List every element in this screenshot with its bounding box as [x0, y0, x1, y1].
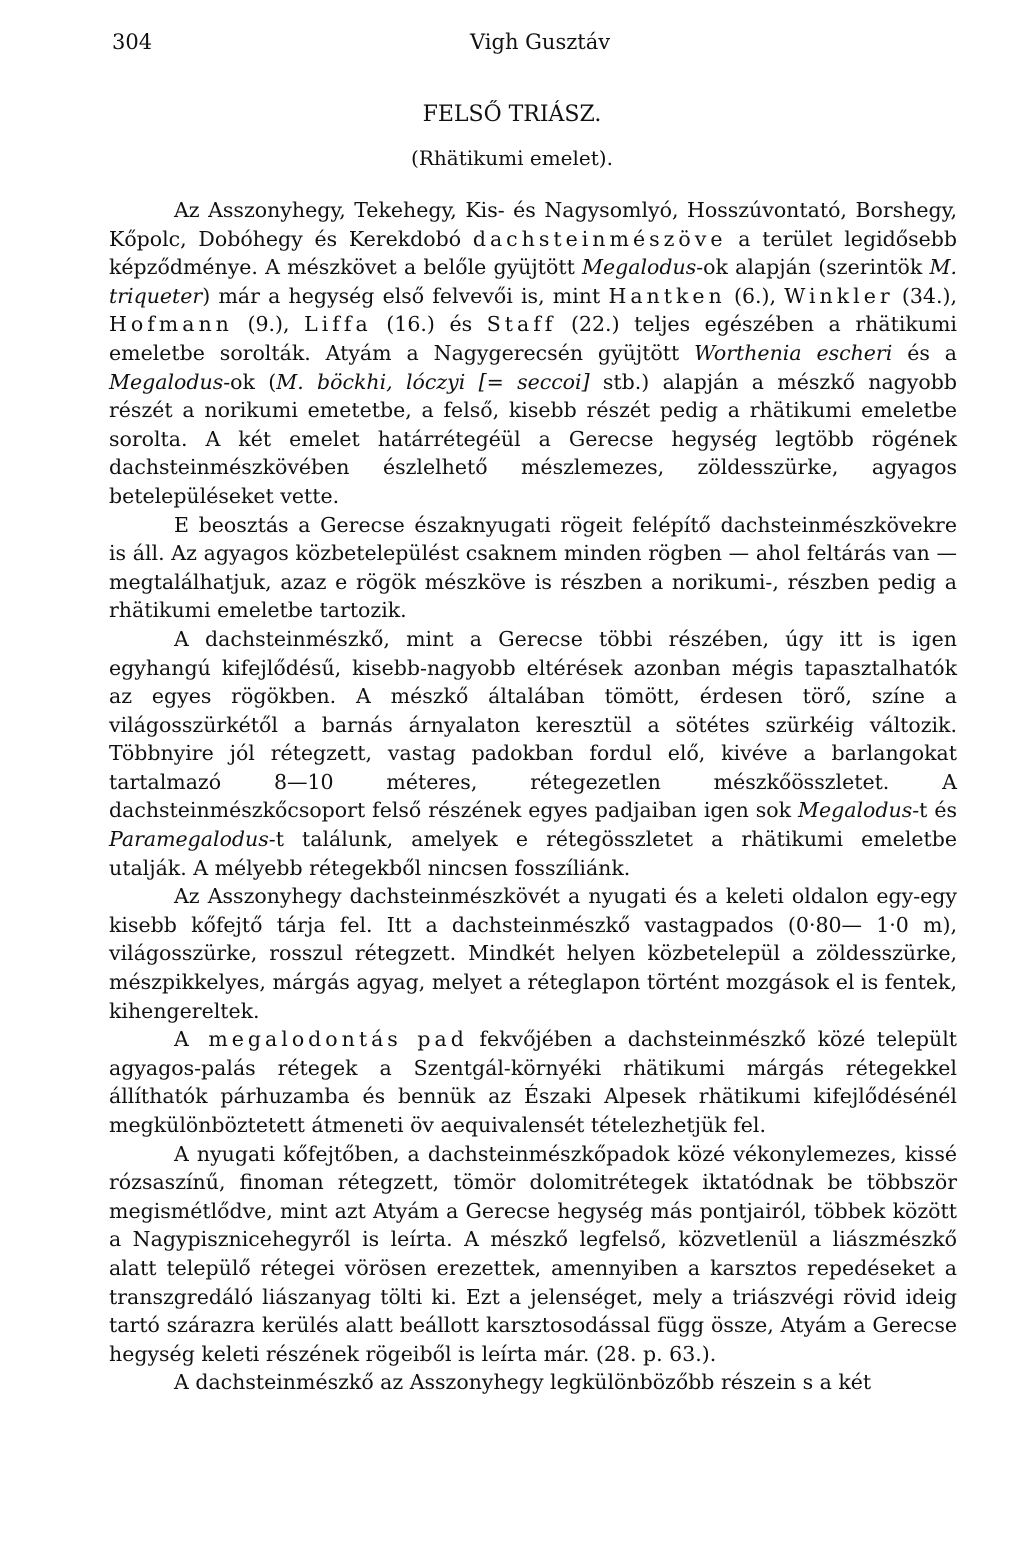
text-run: -t találunk, amelyek e rétegösszletet a rhätikumi emeletbe utalják. A mélyebb rétegekből nincsen fosszíliánk.	[109, 827, 957, 880]
text-run: (6.),	[725, 283, 785, 308]
spaced-run: A megalodontás pad	[174, 1027, 468, 1052]
text-run: fekvőjében a dachsteinmészkő közé települt agyagos-palás rétegek a Szentgál-környéki rhätikumi márgás rétegekkel állíthatók párhuzamba és bennük az Északi Alpesek rhätikumi kifejlődésénél megkülönböztetett átmeneti öv aequivalensét tételezhetjük fel.	[109, 1027, 957, 1137]
italic-run: Megalodus	[582, 255, 697, 280]
section-title: FELSŐ TRIÁSZ.	[422, 102, 602, 127]
spaced-run: Hantken	[608, 283, 726, 308]
text-run: ) már a hegység első felvevői is, mint	[202, 283, 609, 308]
text-run: -ok alapján (szerintök	[696, 255, 930, 280]
text-run: (34.),	[893, 283, 957, 308]
text-run: Az Asszonyhegy dachsteinmészkövét a nyugati és a keleti oldalon egy-egy kisebb kőfejtő tárja fel. Itt a dachsteinmészkő vastagpados (0·80— 1·0 m), világosszürke, rosszul rétegzett. Mindkét helyen közbetelepül a zöldesszürke, mészpikkelyes, márgás agyag, melyet a réteglapon történt mozgások el is fentek, kihengereltek.	[109, 884, 957, 1023]
paragraph	[109, 196, 957, 511]
text-run: A dachsteinmészkő az Asszonyhegy legkülönbözőbb részein s a két	[174, 1370, 872, 1395]
paragraph	[109, 882, 957, 1025]
paragraph	[109, 625, 957, 882]
section-subtitle: (Rhätikumi emelet).	[411, 146, 613, 170]
spaced-run: Liffa	[304, 312, 372, 337]
spaced-run: Winkler	[784, 283, 894, 308]
paragraph	[109, 1025, 957, 1139]
text-run: stb.) alapján a mészkő nagyobb részét a norikumi emetetbe, a felső, kisebb részét pedig a rhätikumi emeletbe sorolta. A két emelet határrétegéül a Gerecse hegység legtöbb rögének dachsteinmészkövében észlelhető mészlemezes, zöldesszürke, agyagos betelepüléseket vette.	[109, 369, 957, 508]
running-head-author: Vigh Gusztáv	[470, 30, 611, 54]
body-text	[109, 196, 957, 1397]
text-run: (16.) és	[371, 312, 487, 337]
paragraph	[109, 1368, 957, 1397]
text-run: -ok (	[223, 369, 277, 394]
text-run: (22.) teljes egészében a rhätikumi emeletbe sorolták. Atyám a Nagygerecsén gyüjtött	[109, 312, 957, 365]
text-run: A nyugati kőfejtőben, a dachsteinmészkőpadok közé vékonylemezes, kissé rózsaszínű, finoman rétegzett, tömör dolomitrétegek iktatódnak be többször megismétlődve, mint azt Atyám a Gerecse hegység más pontjairól, többek között a Nagypisznicehegyről is leírta. A mészkő legfelső, közvetlenül a liászmészkő alatt települő rétegei vörösen erezettek, amennyiben a karsztos repedéseket a transzgredáló liászanyag tölti ki. Ezt a jelenséget, mely a triászvégi rövid ideig tartó szárazra kerülés alatt beállott karsztosodással függ össze, Atyám a Gerecse hegység keleti részének rögeiből is leírta már. (28. p. 63.).	[109, 1141, 957, 1366]
italic-run: M. triqueter	[109, 255, 957, 308]
text-run: A dachsteinmészkő, mint a Gerecse többi részében, úgy itt is igen egyhangú kifejlődésű, kisebb-nagyobb eltérések azonban mégis tapasztalhatók az egyes rögökben. A mészkő általában tömött, érdesen törő, színe a világosszürkétől a barnás árnyalaton keresztül a sötétes szürkéig változik. Többnyire jól rétegzett, vastag padokban fordul elő, kivéve a barlangokat tartalmazó 8—10 méteres, rétegezetlen mészkőösszletet. A dachsteinmészkőcsoport felső részének egyes padjaiban igen sok	[109, 626, 957, 823]
italic-run: M. böckhi, lóczyi [= seccoi]	[276, 369, 590, 394]
spaced-run: Staff	[486, 312, 557, 337]
paragraph	[109, 511, 957, 625]
spaced-run: Hofmann	[109, 312, 233, 337]
italic-run: Paramegalodus	[109, 827, 269, 852]
text-run: -t és	[912, 798, 957, 823]
paragraph	[109, 1140, 957, 1369]
italic-run: Worthenia escheri	[694, 340, 893, 365]
text-run: Az Asszonyhegy, Tekehegy, Kis- és Nagysomlyó, Hosszúvontató, Borshegy, Kőpolc, Dobóhegy és Kerekdobó	[109, 198, 957, 251]
spaced-run: dachsteinmészöve	[472, 226, 727, 251]
text-run: és a	[892, 340, 957, 365]
italic-run: Megalodus	[798, 798, 913, 823]
text-run: (9.),	[232, 312, 305, 337]
text-run: a terület legidősebb képződménye. A mészkövet a belőle gyüjtött	[109, 226, 957, 280]
page-number: 304	[112, 30, 153, 54]
text-run: E beosztás a Gerecse északnyugati rögeit felépítő dachsteinmészkövekre is áll. Az agyagos közbetelepülést csaknem minden rögben — ahol feltárás van — megtalálhatjuk, azaz e rögök mészköve is részben a norikumi-, részben pedig a rhätikumi emeletbe tartozik.	[109, 512, 957, 623]
italic-run: Megalodus	[109, 369, 224, 394]
